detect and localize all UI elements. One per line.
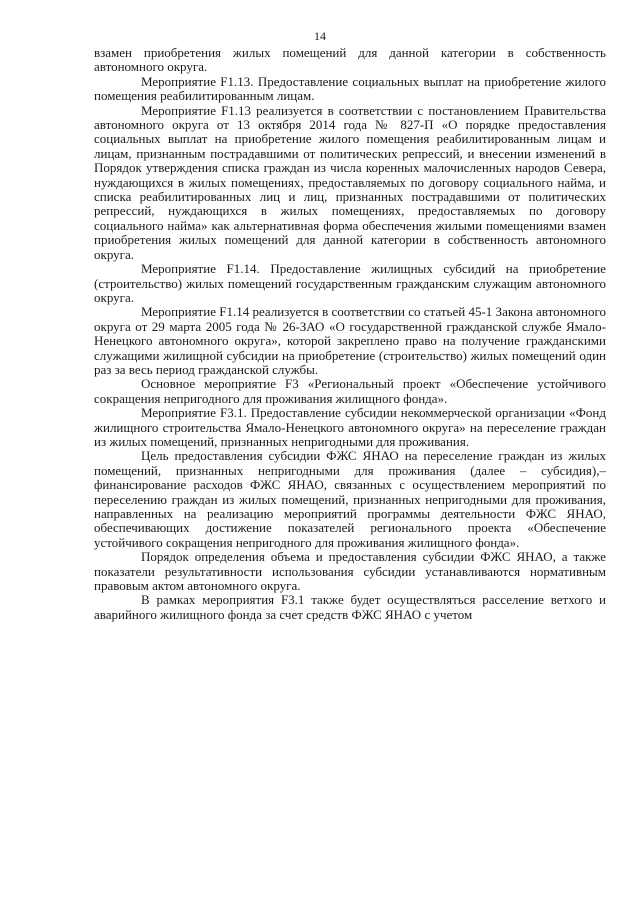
paragraph-f1-14-basis: Мероприятие F1.14 реализуется в соответствии со статьей 45-1 Закона автономного округа от 29 марта 2005 года № 26-ЗАО «О государственной гражданской службе Ямало-Ненецкого автономного округа», которой закреплено право на получение гражданскими служащими жилищной субсидии на приобретение (строительство) жилых помещений один раз за весь период гражданской службы. xyxy=(94,304,606,377)
paragraph-f1-14-title: Мероприятие F1.14. Предоставление жилищных субсидий на приобретение (строительство) жилых помещений государственным гражданским служащим автономного округа. xyxy=(94,261,606,305)
paragraph-f3-1-resettlement: В рамках мероприятия F3.1 также будет осуществляться расселение ветхого и аварийного жилищного фонда за счет средств ФЖС ЯНАО с учетом xyxy=(94,592,606,622)
paragraph-continuation: взамен приобретения жилых помещений для данной категории в собственность автономного округа. xyxy=(94,45,606,75)
body-text xyxy=(94,46,606,622)
paragraph-subsidy-goal: Цель предоставления субсидии ФЖС ЯНАО на переселение граждан из жилых помещений, признанных непригодными для проживания (далее – субсидия),– финансирование расходов ФЖС ЯНАО, связанных с осуществлением мероприятий по переселению граждан из жилых помещений, признанных непригодными для проживания, направленных на реализацию мероприятий программы деятельности ФЖС ЯНАО, обеспечивающих достижение показателей регионального проекта «Обеспечение устойчивого сокращения непригодного для проживания жилищного фонда». xyxy=(94,448,606,550)
paragraph-subsidy-procedure: Порядок определения объема и предоставления субсидии ФЖС ЯНАО, а также показатели результативности использования субсидии устанавливаются нормативным правовым актом автономного округа. xyxy=(94,549,606,594)
paragraph-f3-main: Основное мероприятие F3 «Региональный проект «Обеспечение устойчивого сокращения непригодного для проживания жилищного фонда». xyxy=(94,376,606,406)
paragraph-f3-1-title: Мероприятие F3.1. Предоставление субсидии некоммерческой организации «Фонд жилищного строительства Ямало-Ненецкого автономного округа» на переселение граждан из жилых помещений, признанных непригодными для проживания. xyxy=(94,405,606,449)
paragraph-f1-13-basis: Мероприятие F1.13 реализуется в соответствии с постановлением Правительства автономного округа от 13 октября 2014 года № 827-П «О порядке предоставления социальных выплат на приобретение жилого помещения реабилитированным лицам и лицам, признанным пострадавшими от политических репрессий, и внесении изменений в Порядок утверждения списка граждан из числа коренных малочисленных народов Севера, нуждающихся в жилых помещениях, предоставляемых по договору социального найма, и списка реабилитированных лиц и лиц, признанных пострадавшими от политических репрессий, нуждающихся в жилых помещениях, предоставляемых по договору социального найма» как альтернативная форма обеспечения жилыми помещениями взамен приобретения жилых помещений для данной категории в собственность автономного округа. xyxy=(94,102,606,262)
page-number: 14 xyxy=(314,29,326,43)
paragraph-f1-13-title: Мероприятие F1.13. Предоставление социальных выплат на приобретение жилого помещения реабилитированным лицам. xyxy=(94,73,606,104)
